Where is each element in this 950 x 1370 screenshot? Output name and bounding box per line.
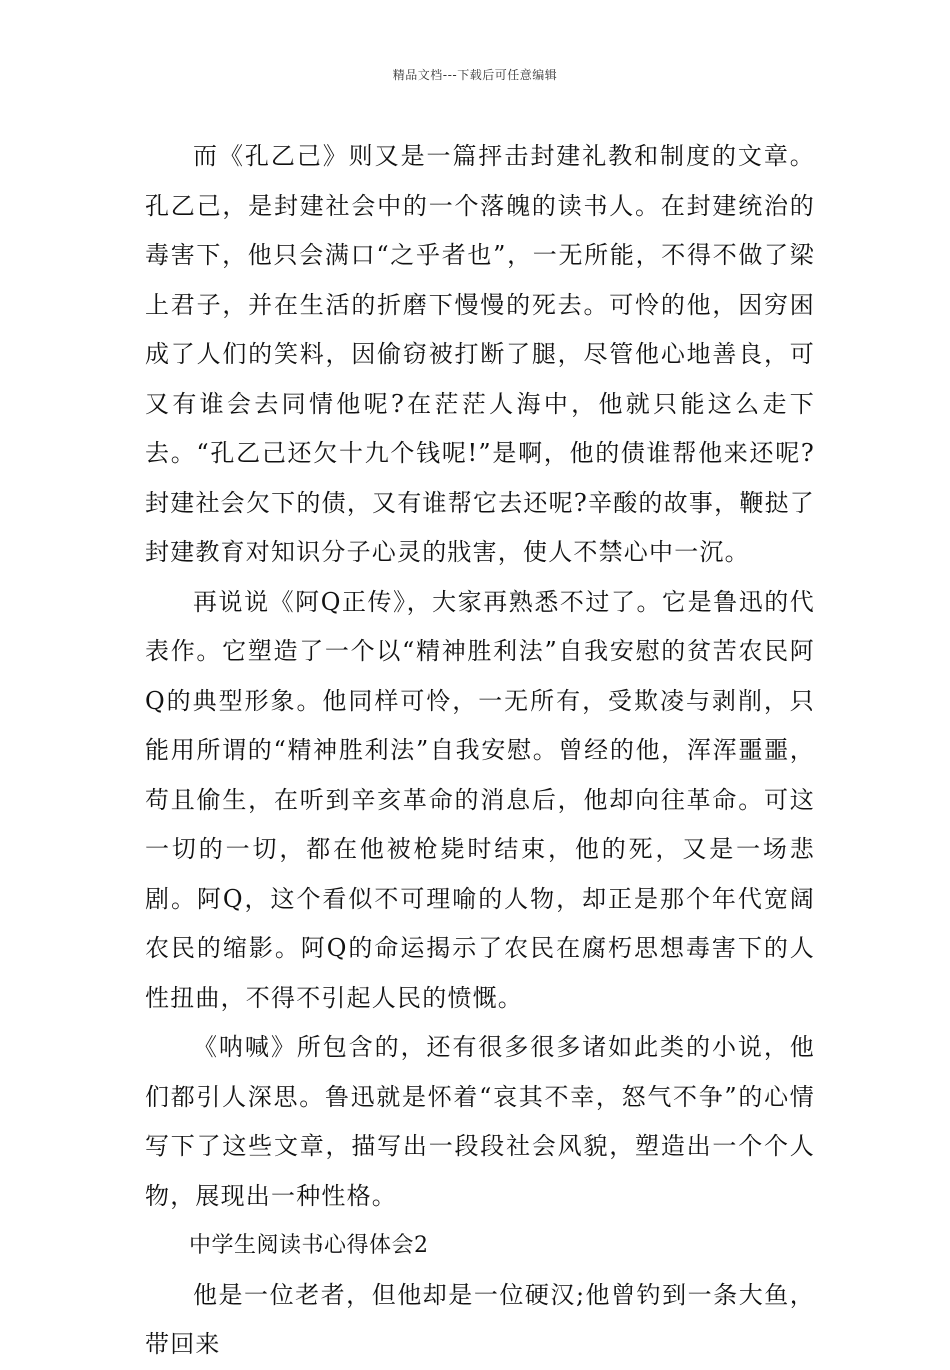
paragraph-ah-q: 再说说《阿Q正传》，大家再熟悉不过了。它是鲁迅的代表作。它塑造了一个以“精神胜利法”自我安慰的贫苦农民阿Q的典型形象。他同样可怜，一无所有，受欺凌与剥削，只能用所谓的“精神胜利法”自我安慰。曾经的他，浑浑噩噩，苟且偷生，在听到辛亥革命的消息后，他却向往革命。可这一切的一切，都在他被枪毙时结束，他的死，又是一场悲剧。阿Q，这个看似不可理喻的人物，却正是那个年代宽阔农民的缩影。阿Q的命运揭示了农民在腐朽思想毒害下的人性扭曲，不得不引起人民的愤慨。: [145, 587, 815, 1012]
paragraph-kong-yiji: 而《孔乙己》则又是一篇抨击封建礼教和制度的文章。孔乙己，是封建社会中的一个落魄的读书人。在封建统治的毒害下，他只会满口“之乎者也”，一无所能，不得不做了梁上君子，并在生活的折磨下慢慢的死去。可怜的他，因穷困成了人们的笑料，因偷窃被打断了腿，尽管他心地善良，可又有谁会去同情他呢?在茫茫人海中，他就只能这么走下去。“孔乙己还欠十九个钱呢!”是啊，他的债谁帮他来还呢?封建社会欠下的债，又有谁帮它去还呢?辛酸的故事，鞭挞了封建教育对知识分子心灵的戕害，使人不禁心中一沉。: [145, 142, 815, 566]
paragraph-old-man: 他是一位老者，但他却是一位硬汉;他曾钓到一条大鱼，带回来: [145, 1280, 815, 1358]
page-header: 精品文档---下载后可任意编辑: [392, 68, 558, 82]
section-heading: 中学生阅读书心得体会2: [189, 1233, 429, 1258]
document-body: [145, 132, 815, 1370]
paragraph-nahan: 《呐喊》所包含的，还有很多很多诸如此类的小说，他们都引人深思。鲁迅就是怀着“哀其不幸，怒气不争”的心情写下了这些文章，描写出一段段社会风貌，塑造出一个个人物，展现出一种性格。: [145, 1033, 815, 1210]
